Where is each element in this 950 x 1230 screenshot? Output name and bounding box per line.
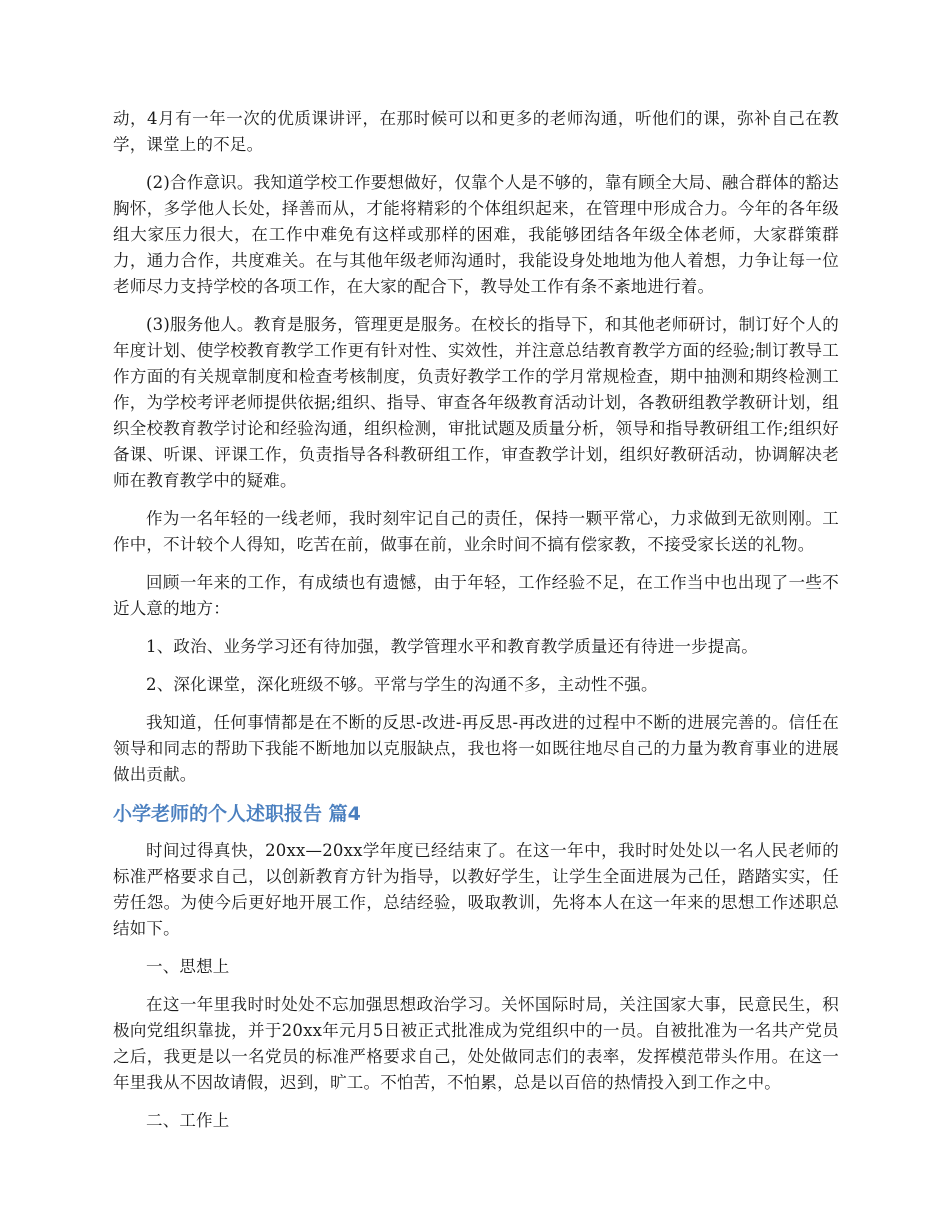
paragraph: 动，4月有一年一次的优质课讲评，在那时候可以和更多的老师沟通，听他们的课，弥补自己在教学，课堂上的不足。	[113, 109, 839, 154]
paragraph: 在这一年里我时时处处不忘加强思想政治学习。关怀国际时局，关注国家大事，民意民生，积极向党组织靠拢，并于20xx年元月5日被正式批准成为党组织中的一员。自被批准为一名共产党员之后，我更是以一名党员的标准严格要求自己，处处做同志们的表率，发挥模范带头作用。在这一年里我从不因故请假，迟到，旷工。不怕苦，不怕累，总是以百倍的热情投入到工作之中。	[113, 995, 839, 1092]
paragraph: (2)合作意识。我知道学校工作要想做好，仅靠个人是不够的，靠有顾全大局、融合群体的豁达胸怀，多学他人长处，择善而从，才能将精彩的个体组织起来，在管理中形成合力。今年的各年级组大家压力很大，在工作中难免有这样或那样的困难，我能够团结各年级全体老师，大家群策群力，通力合作，共度难关。在与其他年级老师沟通时，我能设身处地地为他人着想，力争让每一位老师尽力支持学校的各项工作，在大家的配合下，教导处工作有条不紊地进行着。	[113, 173, 839, 296]
paragraph: (3)服务他人。教育是服务，管理更是服务。在校长的指导下，和其他老师研讨，制订好个人的年度计划、使学校教育教学工作更有针对性、实效性，并注意总结教育教学方面的经验;制订教导工作方面的有关规章制度和检查考核制度，负责好教学工作的学月常规检查，期中抽测和期终检测工作，为学校考评老师提供依据;组织、指导、审查各年级教育活动计划，各教研组教学教研计划，组织全校教育教学讨论和经验沟通，组织检测，审批试题及质量分析，领导和指导教研组工作;组织好备课、听课、评课工作，负责指导各科教研组工作，审查教学计划，组织好教研活动，协调解决老师在教育教学中的疑难。	[113, 315, 839, 490]
paragraph: 2、深化课堂，深化班级不够。平常与学生的沟通不多，主动性不强。	[146, 675, 658, 694]
section-heading: 小学老师的个人述职报告 篇4	[113, 803, 361, 825]
paragraph: 回顾一年来的工作，有成绩也有遗憾，由于年轻，工作经验不足，在工作当中也出现了一些不近人意的地方：	[113, 573, 839, 618]
document-page	[113, 106, 839, 1146]
paragraphs-after	[113, 838, 839, 1134]
paragraph: 时间过得真快，20xx—20xx学年度已经结束了。在这一年中，我时时处处以一名人民老师的标准严格要求自己，以创新教育方针为指导，以教好学生，让学生全面进展为己任，踏踏实实，任劳任怨。为使今后更好地开展工作，总结经验，吸取教训，先将本人在这一年来的思想工作述职总结如下。	[113, 841, 839, 938]
paragraph: 1、政治、业务学习还有待加强，教学管理水平和教育教学质量还有待进一步提高。	[146, 637, 758, 656]
subheading-thought: 一、思想上	[146, 957, 230, 976]
paragraph: 我知道，任何事情都是在不断的反思-改进-再反思-再改进的过程中不断的进展完善的。信任在领导和同志的帮助下我能不断地加以克服缺点，我也将一如既往地尽自己的力量为教育事业的进展做出贡献。	[113, 713, 839, 784]
paragraphs-before	[113, 106, 839, 788]
subheading-work: 二、工作上	[146, 1111, 230, 1130]
paragraph: 作为一名年轻的一线老师，我时刻牢记自己的责任，保持一颗平常心，力求做到无欲则刚。工作中，不计较个人得知，吃苦在前，做事在前，业余时间不搞有偿家教，不接受家长送的礼物。	[113, 509, 839, 554]
